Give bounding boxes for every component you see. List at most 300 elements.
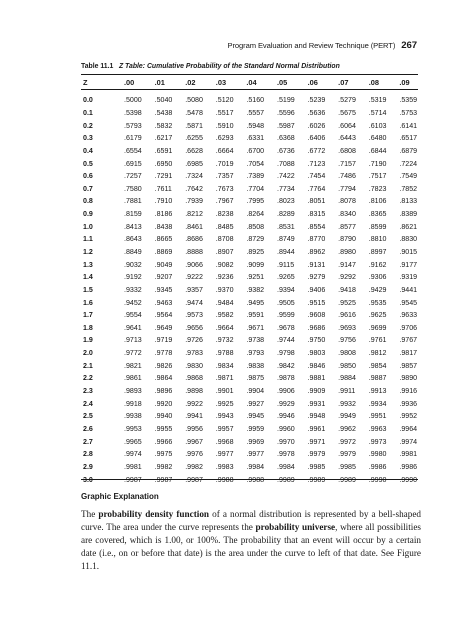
probability-cell: .7123 — [307, 159, 326, 168]
probability-cell: .8531 — [276, 222, 295, 231]
probability-cell: .7939 — [185, 197, 203, 206]
bold-term: probability density function — [98, 509, 210, 519]
probability-cell: .9949 — [338, 412, 356, 421]
table-row — [81, 410, 418, 423]
z-value-cell: 0.2 — [83, 121, 93, 130]
z-value-cell: 0.4 — [83, 146, 93, 155]
probability-cell: .7517 — [368, 172, 387, 181]
probability-cell: .6255 — [185, 134, 203, 143]
paragraph-text: of a normal distribution is represented by a bell-shaped curve. The area under the curve represents the — [81, 509, 421, 532]
probability-cell: .9545 — [399, 298, 418, 307]
z-value-cell: 1.5 — [83, 285, 93, 294]
probability-cell: .5438 — [154, 108, 173, 117]
probability-cell: .7324 — [185, 172, 203, 181]
probability-cell: .9932 — [338, 399, 356, 408]
probability-cell: .9032 — [124, 260, 142, 269]
probability-cell: .9418 — [338, 285, 356, 294]
probability-cell: .9633 — [399, 311, 418, 320]
probability-cell: .9948 — [307, 412, 326, 421]
probability-cell: .8438 — [154, 222, 173, 231]
probability-cell: .9979 — [307, 450, 326, 459]
probability-cell: .9554 — [124, 311, 142, 320]
z-value-cell: 2.4 — [83, 399, 93, 408]
probability-cell: .7019 — [215, 159, 234, 168]
probability-cell: .9884 — [338, 374, 356, 383]
probability-cell: .9927 — [246, 399, 265, 408]
table-row — [81, 372, 418, 385]
table-row — [81, 220, 418, 233]
table-row — [81, 473, 418, 486]
probability-cell: .9982 — [185, 462, 203, 471]
table-caption — [81, 61, 340, 70]
probability-cell: .9306 — [368, 273, 387, 282]
probability-cell: .9956 — [185, 424, 203, 433]
column-header: .07 — [338, 77, 349, 87]
z-table — [81, 75, 418, 486]
probability-cell: .9706 — [399, 323, 418, 332]
probability-cell: .9846 — [307, 361, 326, 370]
probability-cell: .6808 — [338, 146, 356, 155]
z-value-cell: 2.9 — [83, 462, 93, 471]
probability-cell: .9495 — [246, 298, 265, 307]
probability-cell: .9972 — [338, 437, 356, 446]
probability-cell: .9990 — [368, 475, 387, 484]
probability-cell: .8315 — [307, 210, 326, 219]
probability-cell: .8944 — [276, 248, 295, 256]
probability-cell: .8461 — [185, 222, 203, 231]
body-paragraph — [81, 508, 421, 573]
probability-cell: .9686 — [307, 323, 326, 332]
probability-cell: .8729 — [246, 235, 265, 244]
probability-cell: .8643 — [124, 235, 142, 244]
probability-cell: .9986 — [399, 462, 418, 471]
table-row — [81, 233, 418, 246]
probability-cell: .9925 — [215, 399, 234, 408]
probability-cell: .9969 — [246, 437, 265, 446]
probability-cell: .6517 — [399, 134, 418, 143]
table-header-row — [81, 75, 418, 89]
probability-cell: .7794 — [338, 184, 356, 193]
probability-cell: .9976 — [185, 450, 203, 459]
probability-cell: .9987 — [124, 475, 142, 484]
probability-cell: .8413 — [124, 222, 142, 231]
column-header: .01 — [154, 77, 165, 87]
z-value-cell: 2.2 — [83, 374, 93, 383]
probability-cell: .7549 — [399, 172, 418, 181]
probability-cell: .7611 — [154, 184, 172, 193]
probability-cell: .8997 — [368, 248, 387, 256]
running-header — [0, 40, 417, 51]
probability-cell: .8212 — [185, 210, 203, 219]
z-value-cell: 1.7 — [83, 311, 93, 320]
probability-cell: .8186 — [154, 210, 173, 219]
probability-cell: .9936 — [399, 399, 418, 408]
probability-cell: .9962 — [338, 424, 356, 433]
probability-cell: .9830 — [185, 361, 203, 370]
probability-cell: .9452 — [124, 298, 142, 307]
probability-cell: .9934 — [368, 399, 387, 408]
z-value-cell: 1.4 — [83, 273, 93, 282]
probability-cell: .9977 — [215, 450, 234, 459]
probability-cell: .8554 — [307, 222, 326, 231]
paragraph-text: The — [81, 509, 99, 519]
page-number: 267 — [401, 40, 417, 51]
probability-cell: .9922 — [185, 399, 203, 408]
probability-cell: .9608 — [307, 311, 326, 320]
probability-cell: .5239 — [307, 96, 326, 105]
probability-cell: .9871 — [215, 374, 234, 383]
probability-cell: .9761 — [368, 336, 387, 345]
table-row — [81, 359, 418, 372]
table-row — [81, 246, 418, 259]
probability-cell: .9429 — [368, 285, 387, 294]
probability-cell: .5040 — [154, 96, 173, 105]
probability-cell: .9857 — [399, 361, 418, 370]
probability-cell: .9967 — [185, 437, 203, 446]
probability-cell: .9778 — [154, 349, 173, 358]
running-header-title: Program Evaluation and Review Technique (PERT) — [227, 41, 396, 50]
probability-cell: .8708 — [215, 235, 234, 244]
probability-cell: .9515 — [307, 298, 326, 307]
probability-cell: .5319 — [368, 96, 387, 105]
probability-cell: .9772 — [124, 349, 142, 358]
probability-cell: .6026 — [307, 121, 326, 130]
probability-cell: .9015 — [399, 248, 418, 256]
probability-cell: .8749 — [276, 235, 295, 244]
probability-cell: .9738 — [246, 336, 265, 345]
probability-cell: .7389 — [246, 172, 265, 181]
probability-cell: .5753 — [399, 108, 418, 117]
table-row — [81, 258, 418, 271]
probability-cell: .9382 — [246, 285, 265, 294]
probability-cell: .9808 — [338, 349, 356, 358]
probability-cell: .9767 — [399, 336, 418, 345]
probability-cell: .9664 — [215, 323, 234, 332]
probability-cell: .9265 — [276, 273, 295, 282]
probability-cell: .8577 — [338, 222, 356, 231]
probability-cell: .9713 — [124, 336, 142, 345]
probability-cell: .6331 — [246, 134, 265, 143]
table-row — [81, 119, 418, 132]
probability-cell: .9535 — [368, 298, 387, 307]
table-row — [81, 132, 418, 145]
probability-cell: .9977 — [246, 450, 265, 459]
probability-cell: .5948 — [246, 121, 265, 130]
probability-cell: .9370 — [215, 285, 234, 294]
table-row — [81, 107, 418, 120]
probability-cell: .9974 — [399, 437, 418, 446]
probability-cell: .9842 — [276, 361, 295, 370]
probability-cell: .9812 — [368, 349, 387, 358]
probability-cell: .9987 — [185, 475, 203, 484]
probability-cell: .9788 — [215, 349, 234, 358]
section-heading: Graphic Explanation — [81, 492, 159, 501]
probability-cell: .5793 — [124, 121, 142, 130]
probability-cell: .9909 — [307, 387, 326, 396]
probability-cell: .8051 — [307, 197, 326, 206]
probability-cell: .9474 — [185, 298, 203, 307]
z-value-cell: 0.7 — [83, 184, 93, 193]
probability-cell: .9941 — [185, 412, 203, 421]
probability-cell: .7486 — [338, 172, 356, 181]
probability-cell: .8869 — [154, 248, 173, 256]
probability-cell: .9890 — [399, 374, 418, 383]
probability-cell: .9671 — [246, 323, 265, 332]
probability-cell: .9985 — [307, 462, 326, 471]
table-row — [81, 423, 418, 436]
probability-cell: .9875 — [246, 374, 265, 383]
z-value-cell: 2.5 — [83, 412, 93, 421]
probability-cell: .8790 — [338, 235, 356, 244]
probability-cell: .9975 — [154, 450, 173, 459]
probability-cell: .9984 — [246, 462, 265, 471]
probability-cell: .9989 — [338, 475, 356, 484]
probability-cell: .7995 — [246, 197, 265, 206]
probability-cell: .9726 — [185, 336, 203, 345]
probability-cell: .9251 — [246, 273, 265, 282]
probability-cell: .8365 — [368, 210, 387, 219]
z-value-cell: 1.8 — [83, 323, 93, 332]
probability-cell: .9989 — [307, 475, 326, 484]
probability-cell: .9616 — [338, 311, 356, 320]
z-value-cell: 0.5 — [83, 159, 93, 168]
probability-cell: .9131 — [307, 260, 326, 269]
probability-cell: .9904 — [246, 387, 265, 396]
z-value-cell: 0.1 — [83, 108, 93, 117]
probability-cell: .5359 — [399, 96, 418, 105]
probability-cell: .8159 — [124, 210, 142, 219]
probability-cell: .9916 — [399, 387, 418, 396]
probability-cell: .9881 — [307, 374, 326, 383]
probability-cell: .9983 — [215, 462, 234, 471]
probability-cell: .5160 — [246, 96, 265, 105]
table-row — [81, 195, 418, 208]
probability-cell: .7910 — [154, 197, 173, 206]
probability-cell: .9945 — [246, 412, 265, 421]
probability-cell: .8133 — [399, 197, 418, 206]
z-value-cell: 2.7 — [83, 437, 93, 446]
probability-cell: .7454 — [307, 172, 326, 181]
table-row — [81, 170, 418, 183]
probability-cell: .9783 — [185, 349, 203, 358]
probability-cell: .7852 — [399, 184, 418, 193]
probability-cell: .9345 — [154, 285, 173, 294]
z-value-cell: 1.1 — [83, 235, 93, 244]
probability-cell: .9968 — [215, 437, 234, 446]
probability-cell: .9920 — [154, 399, 173, 408]
probability-cell: .6950 — [154, 159, 173, 168]
z-value-cell: 1.2 — [83, 248, 93, 256]
probability-cell: .8340 — [338, 210, 356, 219]
probability-cell: .5987 — [276, 121, 295, 130]
probability-cell: .9988 — [215, 475, 234, 484]
table-row — [81, 309, 418, 322]
probability-cell: .9979 — [338, 450, 356, 459]
probability-cell: .9656 — [185, 323, 203, 332]
z-value-cell: 0.6 — [83, 172, 93, 181]
probability-cell: .7673 — [215, 184, 234, 193]
probability-cell: .9850 — [338, 361, 356, 370]
probability-cell: .8686 — [185, 235, 203, 244]
probability-cell: .9793 — [246, 349, 265, 358]
probability-cell: .5517 — [215, 108, 234, 117]
probability-cell: .9406 — [307, 285, 326, 294]
probability-cell: .9864 — [154, 374, 173, 383]
probability-cell: .5557 — [246, 108, 265, 117]
probability-cell: .6554 — [124, 146, 142, 155]
probability-cell: .9963 — [368, 424, 387, 433]
probability-cell: .9952 — [399, 412, 418, 421]
probability-cell: .6700 — [246, 146, 265, 155]
probability-cell: .7291 — [154, 172, 173, 181]
probability-cell: .7224 — [399, 159, 418, 168]
probability-cell: .9951 — [368, 412, 387, 421]
probability-cell: .9878 — [276, 374, 295, 383]
probability-cell: .9868 — [185, 374, 203, 383]
z-value-cell: 1.9 — [83, 336, 93, 345]
column-header-z: Z — [83, 77, 88, 87]
probability-cell: .9970 — [276, 437, 295, 446]
column-header: .02 — [185, 77, 196, 87]
z-value-cell: 2.0 — [83, 349, 93, 358]
z-value-cell: 0.0 — [83, 96, 93, 105]
probability-cell: .7967 — [215, 197, 234, 206]
probability-cell: .8980 — [338, 248, 356, 256]
probability-cell: .6103 — [368, 121, 387, 130]
probability-cell: .9750 — [307, 336, 326, 345]
probability-cell: .9989 — [276, 475, 295, 484]
probability-cell: .9826 — [154, 361, 173, 370]
probability-cell: .6406 — [307, 134, 326, 143]
probability-cell: .7088 — [276, 159, 295, 168]
z-value-cell: 0.9 — [83, 210, 93, 219]
probability-cell: .9973 — [368, 437, 387, 446]
probability-cell: .9582 — [215, 311, 234, 320]
probability-cell: .9222 — [185, 273, 203, 282]
probability-cell: .9980 — [368, 450, 387, 459]
probability-cell: .6368 — [276, 134, 295, 143]
probability-cell: .7764 — [307, 184, 326, 193]
probability-cell: .9505 — [276, 298, 295, 307]
probability-cell: .9798 — [276, 349, 295, 358]
probability-cell: .9838 — [246, 361, 265, 370]
probability-cell: .9599 — [276, 311, 295, 320]
table-row — [81, 89, 418, 107]
column-header: .00 — [124, 77, 135, 87]
probability-cell: .9965 — [124, 437, 142, 446]
probability-cell: .5714 — [368, 108, 387, 117]
z-value-cell: 1.0 — [83, 222, 93, 231]
probability-cell: .7257 — [124, 172, 142, 181]
probability-cell: .9931 — [307, 399, 326, 408]
probability-cell: .9162 — [368, 260, 387, 269]
probability-cell: .9946 — [276, 412, 295, 421]
probability-cell: .9959 — [246, 424, 265, 433]
probability-cell: .9564 — [154, 311, 173, 320]
table-row — [81, 397, 418, 410]
probability-cell: .8888 — [185, 248, 203, 256]
probability-cell: .7422 — [276, 172, 295, 181]
probability-cell: .9987 — [154, 475, 173, 484]
probability-cell: .9966 — [154, 437, 173, 446]
z-value-cell: 2.3 — [83, 387, 93, 396]
probability-cell: .9978 — [276, 450, 295, 459]
probability-cell: .9207 — [154, 273, 173, 282]
probability-cell: .9887 — [368, 374, 387, 383]
probability-cell: .6664 — [215, 146, 234, 155]
probability-cell: .9961 — [307, 424, 326, 433]
z-value-cell: 2.6 — [83, 424, 93, 433]
probability-cell: .9099 — [246, 260, 265, 269]
probability-cell: .8289 — [276, 210, 295, 219]
z-value-cell: 1.6 — [83, 298, 93, 307]
probability-cell: .5120 — [215, 96, 234, 105]
probability-cell: .9960 — [276, 424, 295, 433]
probability-cell: .9756 — [338, 336, 356, 345]
probability-cell: .9066 — [185, 260, 203, 269]
probability-cell: .7823 — [368, 184, 387, 193]
probability-cell: .5279 — [338, 96, 356, 105]
table-row — [81, 157, 418, 170]
probability-cell: .9981 — [124, 462, 142, 471]
probability-cell: .9319 — [399, 273, 418, 282]
probability-cell: .5596 — [276, 108, 295, 117]
probability-cell: .9906 — [276, 387, 295, 396]
probability-cell: .9177 — [399, 260, 418, 269]
probability-cell: .9279 — [307, 273, 326, 282]
probability-cell: .9357 — [185, 285, 203, 294]
probability-cell: .8599 — [368, 222, 387, 231]
probability-cell: .8485 — [215, 222, 234, 231]
probability-cell: .5910 — [215, 121, 234, 130]
probability-cell: .9292 — [338, 273, 356, 282]
probability-cell: .7190 — [368, 159, 387, 168]
probability-cell: .9896 — [154, 387, 173, 396]
probability-cell: .9484 — [215, 298, 234, 307]
probability-cell: .7704 — [246, 184, 265, 193]
probability-cell: .9147 — [338, 260, 356, 269]
probability-cell: .8389 — [399, 210, 418, 219]
probability-cell: .9984 — [276, 462, 295, 471]
probability-cell: .9678 — [276, 323, 295, 332]
probability-cell: .7734 — [276, 184, 295, 193]
probability-cell: .9893 — [124, 387, 142, 396]
table-row — [81, 334, 418, 347]
probability-cell: .5478 — [185, 108, 203, 117]
probability-cell: .8238 — [215, 210, 234, 219]
probability-cell: .9394 — [276, 285, 295, 294]
table-body — [81, 89, 418, 486]
probability-cell: .5871 — [185, 121, 203, 130]
probability-cell: .6064 — [338, 121, 356, 130]
probability-cell: .8770 — [307, 235, 326, 244]
table-row — [81, 296, 418, 309]
probability-cell: .9817 — [399, 349, 418, 358]
probability-cell: .7642 — [185, 184, 203, 193]
probability-cell: .9953 — [124, 424, 142, 433]
probability-cell: .9732 — [215, 336, 234, 345]
probability-cell: .9985 — [338, 462, 356, 471]
probability-cell: .7357 — [215, 172, 234, 181]
probability-cell: .6591 — [154, 146, 173, 155]
table-row — [81, 284, 418, 297]
probability-cell: .6879 — [399, 146, 418, 155]
probability-cell: .9929 — [276, 399, 295, 408]
table-row — [81, 208, 418, 221]
probability-cell: .9115 — [276, 260, 295, 269]
probability-cell: .9938 — [124, 412, 142, 421]
probability-cell: .6736 — [276, 146, 295, 155]
